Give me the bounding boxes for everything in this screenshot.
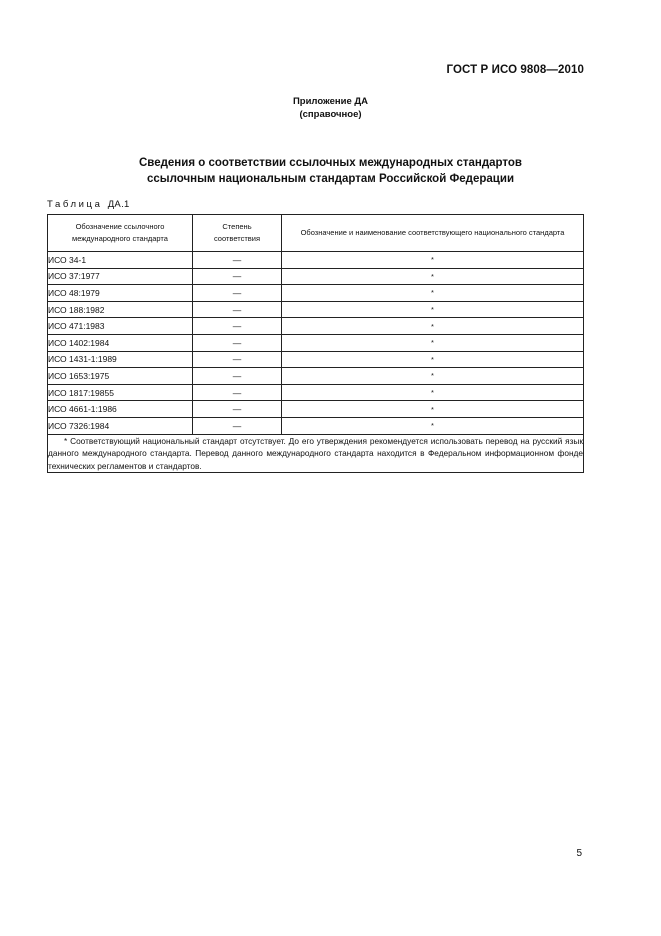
cell-national-standard: *: [282, 417, 584, 434]
cell-national-standard: *: [282, 252, 584, 269]
table-row: [48, 368, 584, 385]
cell-degree: —: [193, 285, 282, 302]
table-row: [48, 318, 584, 335]
cell-international-standard: ИСО 7326:1984: [48, 417, 193, 434]
cell-degree: —: [193, 351, 282, 368]
table-caption: [47, 199, 130, 210]
column-header-international-standard: Обозначение ссылочного международного стандарта: [48, 215, 193, 252]
table-row: [48, 252, 584, 269]
section-heading-line-2: ссылочным национальным стандартам Российской Федерации: [146, 173, 515, 185]
cell-national-standard: *: [282, 318, 584, 335]
cell-degree: —: [193, 384, 282, 401]
cell-international-standard: ИСО 1431-1:1989: [48, 351, 193, 368]
table-row: [48, 417, 584, 434]
cell-national-standard: *: [282, 368, 584, 385]
cell-degree: —: [193, 268, 282, 285]
cell-national-standard: *: [282, 351, 584, 368]
standards-correspondence-table: [47, 214, 584, 473]
cell-degree: —: [193, 252, 282, 269]
cell-degree: —: [193, 301, 282, 318]
cell-international-standard: ИСО 4661-1:1986: [48, 401, 193, 418]
table-row: [48, 401, 584, 418]
table-header-row: [48, 215, 584, 252]
cell-national-standard: *: [282, 301, 584, 318]
cell-degree: —: [193, 368, 282, 385]
table-row: [48, 301, 584, 318]
annex-title: Приложение ДА: [292, 96, 369, 107]
cell-national-standard: *: [282, 334, 584, 351]
table-caption-prefix: Таблица: [47, 199, 103, 210]
column-header-national-standard: Обозначение и наименование соответствующего национального стандарта: [282, 215, 584, 252]
cell-international-standard: ИСО 1402:1984: [48, 334, 193, 351]
cell-national-standard: *: [282, 285, 584, 302]
table-row: [48, 268, 584, 285]
table-row: [48, 334, 584, 351]
table-footnote-row: [48, 434, 584, 473]
cell-international-standard: ИСО 188:1982: [48, 301, 193, 318]
cell-national-standard: *: [282, 268, 584, 285]
page-number: 5: [576, 848, 582, 859]
cell-international-standard: ИСО 1817:19855: [48, 384, 193, 401]
section-heading-line-1: Сведения о соответствии ссылочных международных стандартов: [138, 157, 522, 169]
table-caption-number: ДА.1: [107, 199, 130, 210]
document-code: ГОСТ Р ИСО 9808—2010: [446, 64, 584, 76]
table-row: [48, 285, 584, 302]
cell-international-standard: ИСО 48:1979: [48, 285, 193, 302]
annex-subtitle: (справочное): [299, 109, 362, 120]
cell-international-standard: ИСО 34-1: [48, 252, 193, 269]
cell-degree: —: [193, 318, 282, 335]
cell-international-standard: ИСО 37:1977: [48, 268, 193, 285]
table-footnote-text: * Соответствующий национальный стандарт отсутствует. До его утверждения рекомендуется использовать перевод на русский язык данного международного стандарта. Перевод данного международного стандарта находится в Федеральном информационном фонде технических регламентов и стандартов.: [48, 435, 583, 471]
cell-national-standard: *: [282, 401, 584, 418]
cell-international-standard: ИСО 1653:1975: [48, 368, 193, 385]
table-footnote: [48, 434, 584, 473]
table-row: [48, 351, 584, 368]
table-row: [48, 384, 584, 401]
column-header-degree: Степень соответствия: [193, 215, 282, 252]
cell-international-standard: ИСО 471:1983: [48, 318, 193, 335]
cell-degree: —: [193, 334, 282, 351]
cell-national-standard: *: [282, 384, 584, 401]
cell-degree: —: [193, 401, 282, 418]
cell-degree: —: [193, 417, 282, 434]
